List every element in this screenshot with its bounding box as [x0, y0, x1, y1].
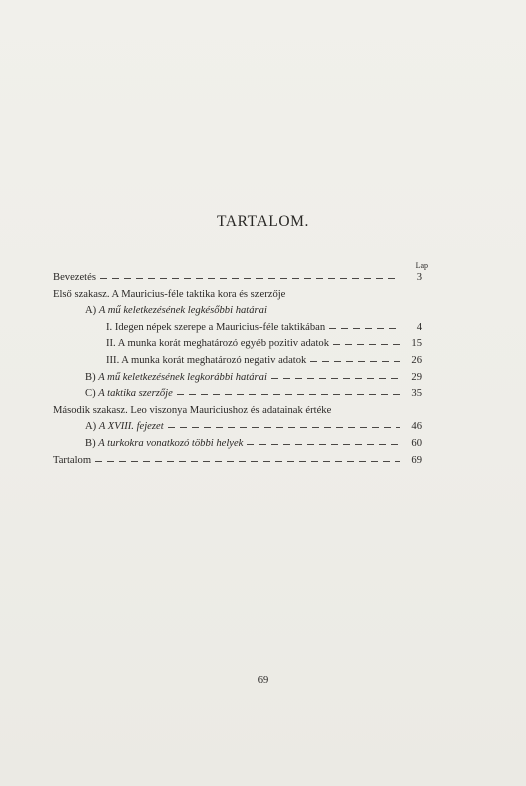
- toc-entry-title: II. A munka korát meghatározó egyéb pozitiv adatok: [106, 338, 329, 350]
- toc-leader-line: [95, 461, 400, 462]
- toc-entry: [106, 320, 422, 335]
- toc-entry-prefix: C): [85, 388, 99, 400]
- toc-entry: [85, 386, 422, 401]
- toc-entry-title: I. Idegen népek szerepe a Mauricius-féle taktikában: [106, 321, 326, 333]
- toc-entry-title: A mű keletkezésének legkorábbi határai: [98, 371, 267, 383]
- toc-leader-line: [177, 394, 400, 395]
- toc-entry-label: [85, 436, 243, 451]
- toc-entry-page: 3: [416, 272, 422, 283]
- toc-entry: [106, 353, 422, 368]
- toc-entry-label: [85, 370, 267, 385]
- toc-leader-line: [310, 361, 400, 362]
- toc-entry: [53, 403, 331, 418]
- toc-entry-page: 29: [411, 371, 422, 383]
- toc-entry-label: [85, 386, 173, 401]
- toc-entry-prefix: B): [85, 371, 99, 383]
- toc-entry-title: Bevezetés: [53, 272, 96, 283]
- toc-entry-page: 15: [411, 338, 422, 350]
- toc-entry-page: 46: [411, 421, 422, 433]
- toc-entry-label: [85, 419, 164, 434]
- toc-entry-label: [53, 287, 285, 302]
- toc-entry-label: [85, 303, 267, 318]
- toc-entry: [106, 336, 422, 351]
- toc-leader-line: [247, 444, 400, 445]
- toc-entry-page: 4: [416, 321, 422, 333]
- toc-entry-page: 26: [411, 355, 422, 366]
- toc-entry-label: [53, 270, 96, 285]
- toc-entry-title: Második szakasz. Leo viszonya Mauriciushoz és adatainak értéke: [53, 404, 332, 416]
- toc-leader-line: [329, 328, 400, 329]
- page-column-header: Lap: [415, 261, 428, 270]
- toc-entry-label: [106, 336, 329, 351]
- toc-entry-page: 35: [411, 388, 422, 400]
- toc-leader-line: [333, 344, 400, 345]
- toc-entry: [53, 453, 422, 468]
- toc-entry: [85, 370, 422, 385]
- toc-entry-prefix: A): [85, 305, 99, 317]
- toc-entry-prefix: B): [85, 438, 99, 449]
- toc-leader-line: [271, 378, 400, 379]
- toc-entry-label: [106, 353, 306, 368]
- toc-leader-line: [100, 278, 400, 279]
- page-number: 69: [257, 675, 269, 686]
- toc-entry: [85, 419, 422, 434]
- page-title: TARTALOM.: [217, 213, 309, 230]
- toc-entry: [53, 270, 422, 285]
- toc-entry: [85, 303, 267, 318]
- toc-entry-label: [106, 320, 325, 335]
- toc-entry-page: 60: [411, 438, 422, 449]
- toc-entry-label: [53, 453, 91, 468]
- toc-entry-title: Első szakasz. A Mauricius-féle taktika kora és szerzője: [53, 288, 286, 300]
- toc-entry-label: [53, 403, 331, 418]
- toc-entry-title: A XVIII. fejezet: [98, 421, 164, 433]
- toc-entry-title: A mű keletkezésének legkésőbbi határai: [98, 305, 267, 317]
- toc-leader-line: [168, 427, 400, 428]
- toc-entry-title: A taktika szerzője: [98, 388, 173, 400]
- toc-entry: [53, 287, 285, 302]
- toc-entry-page: 69: [411, 454, 422, 466]
- toc-entry-title: Tartalom: [53, 454, 92, 466]
- toc-entry-title: A turkokra vonatkozó többi helyek: [98, 438, 244, 449]
- toc-entry: [85, 436, 422, 451]
- toc-entry-prefix: A): [85, 421, 99, 433]
- toc-entry-title: III. A munka korát meghatározó negativ adatok: [106, 355, 307, 366]
